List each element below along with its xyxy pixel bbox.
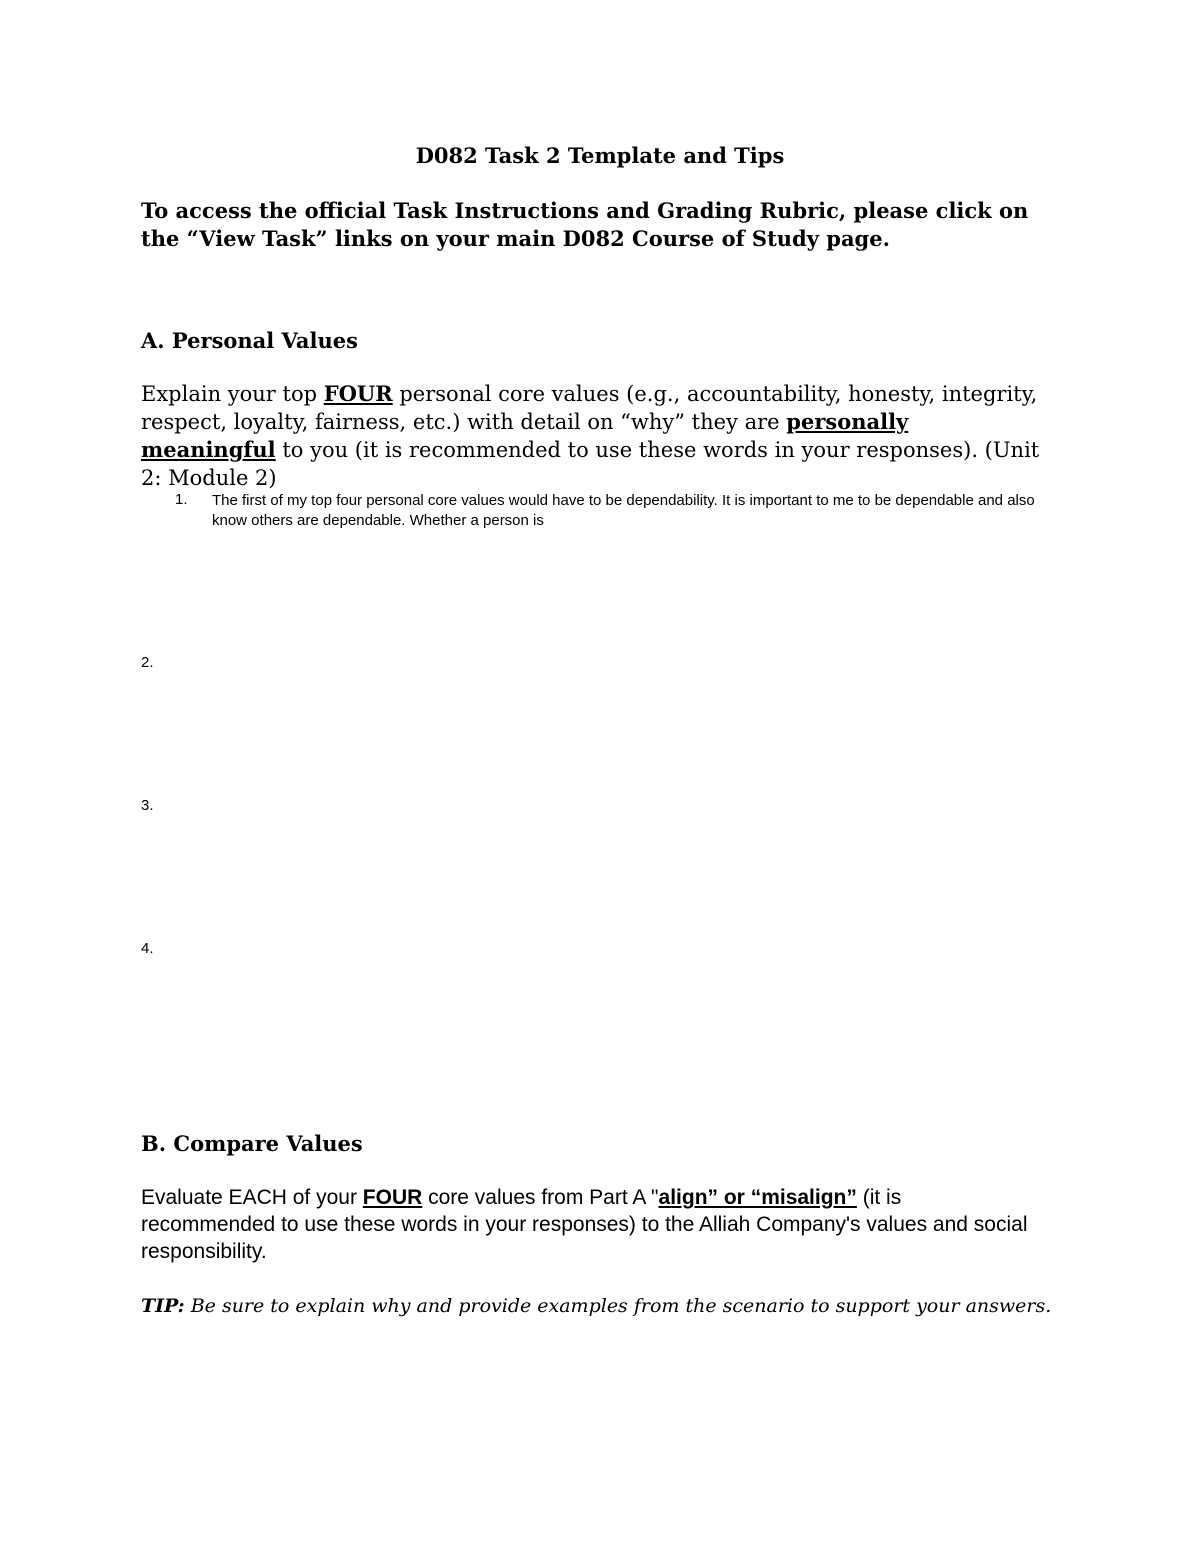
list-item-answer: The first of my top four personal core values would have to be dependability. It is important to me to be dependable and also know others are dependable. Whether a person is bbox=[212, 492, 1035, 529]
instr-b-emphasis-align: align” or “misalign” bbox=[658, 1186, 857, 1209]
tip-text: Be sure to explain why and provide examples from the scenario to support your answers. bbox=[184, 1295, 1052, 1317]
tip-note bbox=[141, 1295, 1061, 1317]
section-a-instructions bbox=[141, 380, 1041, 492]
instr-b-text-1: Evaluate EACH of your bbox=[141, 1186, 363, 1209]
instr-a-emphasis-meaningful: personally meaningful bbox=[141, 409, 909, 462]
list-item-number: 4. bbox=[141, 940, 154, 957]
list-item-number: 2. bbox=[141, 654, 154, 671]
list-item-number: 1. bbox=[175, 491, 188, 508]
instr-a-emphasis-four: FOUR bbox=[323, 381, 393, 406]
list-item-number: 3. bbox=[141, 797, 154, 814]
section-a-heading: A. Personal Values bbox=[141, 328, 358, 353]
instr-b-text-3: (it is recommended to use these words in your responses) to the Alliah Company's values and social responsibility. bbox=[141, 1186, 1028, 1263]
section-b-heading: B. Compare Values bbox=[141, 1131, 363, 1156]
tip-label: TIP: bbox=[141, 1295, 185, 1317]
instr-b-emphasis-four: FOUR bbox=[362, 1186, 423, 1209]
instr-a-text-1: Explain your top bbox=[141, 382, 324, 406]
document-title: D082 Task 2 Template and Tips bbox=[415, 143, 785, 168]
instr-b-text-2: core values from Part A " bbox=[422, 1186, 659, 1209]
instr-a-text-2: personal core values (e.g., accountability, honesty, integrity, respect, loyalty, fairness, etc.) with detail on “why” they are bbox=[141, 382, 1038, 434]
instr-a-text-3: to you (it is recommended to use these words in your responses). (Unit 2: Module 2) bbox=[141, 438, 1040, 490]
section-b-instructions bbox=[141, 1184, 1041, 1265]
access-note: To access the official Task Instructions and Grading Rubric, please click on the “View Task” links on your main D082 Course of Study page. bbox=[141, 198, 1029, 251]
